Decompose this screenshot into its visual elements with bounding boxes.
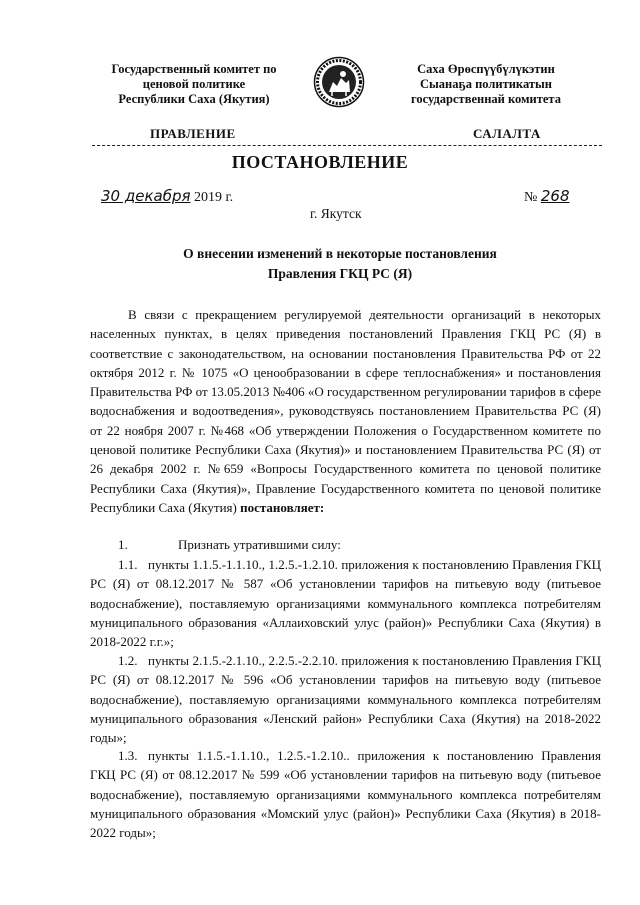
- intro-resolution: постановляет:: [240, 499, 325, 515]
- document-number: [524, 187, 570, 206]
- item-text: Признать утратившими силу:: [178, 537, 341, 552]
- header-right-org: [386, 62, 586, 107]
- subitem-number: 1.2.: [118, 653, 138, 668]
- dept-left-label: ПРАВЛЕНИЕ: [150, 126, 236, 141]
- intro-paragraph: [90, 305, 601, 517]
- subject-line: О внесении изменений в некоторые постановления: [183, 246, 497, 261]
- handwritten-date: 30 декабря: [101, 187, 191, 205]
- number-prefix: №: [524, 190, 538, 205]
- subitem-text: пункты 2.1.5.-2.1.10., 2.2.5.-2.2.10. приложения к постановлению Правления ГКЦ РС (Я) от 08.12.2017 № 596 «Об установлении тарифов на питьевую воду (питьевое водоснабжение), поставляемую организациями коммунального комплекса потребителям муниципального образования «Ленский район» Республики Саха (Якутия) на 2018-2022 годы»;: [90, 653, 601, 746]
- subitem-text: пункты 1.1.5.-1.1.10., 1.2.5.-1.2.10. приложения к постановлению Правления ГКЦ РС (Я) от 08.12.2017 № 587 «Об установлении тарифов на питьевую воду (питьевое водоснабжение), поставляемую организациями коммунального комплекса потребителям муниципального образования «Аллаиховский улус (район)» Республики Саха (Якутия) в 2018-2022 г.г.»;: [90, 557, 601, 650]
- subitem-1-1: [90, 555, 601, 651]
- header-left-line: Государственный комитет по: [111, 62, 277, 76]
- subitem-text: пункты 1.1.5.-1.1.10., 1.2.5.-1.2.10.. приложения к постановлению Правления ГКЦ РС (Я) от 08.12.2017 № 599 «Об установлении тарифов на питьевую воду (питьевое водоснабжение), поставляемую организациями коммунального комплекса потребителям муниципального образования «Момский улус (район)» Республики Саха (Якутия) в 2018-2022 годы»;: [90, 748, 601, 841]
- header-left-line: Республики Саха (Якутия): [118, 92, 270, 106]
- intro-text: В связи с прекращением регулируемой деятельности организаций в некоторых населенных пунктах, в целях приведения постановлений Правления ГКЦ РС (Я) в соответствие с законодательством, на основании постановления Правительства РФ от 22 октября 2012 г. № 1075 «О ценообразовании в сфере теплоснабжения» и постановления Правительства РФ от 13.05.2013 №406 «О государственном регулировании тарифов в сфере водоснабжения и водоотведения», руководствуясь постановлением Правительства РС (Я) от 22 ноября 2007 г. №468 «Об утверждении Положения о Государственном комитете по ценовой политике Республики Саха (Якутия)» и постановлением Правительства РС (Я) от 26 декабря 2002 г. №659 «Вопросы Государственного комитета по ценовой политике Республики Саха (Якутия)», Правление Государственного комитета по ценовой политике Республики Саха (Якутия): [90, 307, 601, 515]
- subitem-number: 1.1.: [118, 557, 138, 572]
- dept-right-label: САЛАЛТА: [473, 126, 541, 141]
- header-right-line: Сыанаҕа политикатын: [420, 77, 552, 91]
- coat-of-arms-emblem: [313, 56, 365, 108]
- handwritten-number: 268: [540, 187, 570, 205]
- date-year: 2019 г.: [194, 190, 234, 205]
- header-left-org: [94, 62, 294, 107]
- item-1: [90, 535, 601, 554]
- document-date: [101, 187, 233, 206]
- document-title: ПОСТАНОВЛЕНИЕ: [231, 152, 409, 172]
- document-city: г. Якутск: [310, 206, 362, 221]
- subject-line: Правления ГКЦ РС (Я): [267, 266, 413, 281]
- header-divider: [92, 145, 602, 146]
- subitem-1-3: [90, 746, 601, 842]
- document-subject: [0, 244, 640, 284]
- item-number: 1.: [118, 537, 128, 552]
- header-left-line: ценовой политике: [142, 77, 246, 91]
- header-right-line: государственнай комитета: [411, 92, 561, 106]
- subitem-number: 1.3.: [118, 748, 138, 763]
- subitem-1-2: [90, 651, 601, 747]
- header-right-line: Саха Өрөспүүбүлүкэтин: [417, 62, 555, 76]
